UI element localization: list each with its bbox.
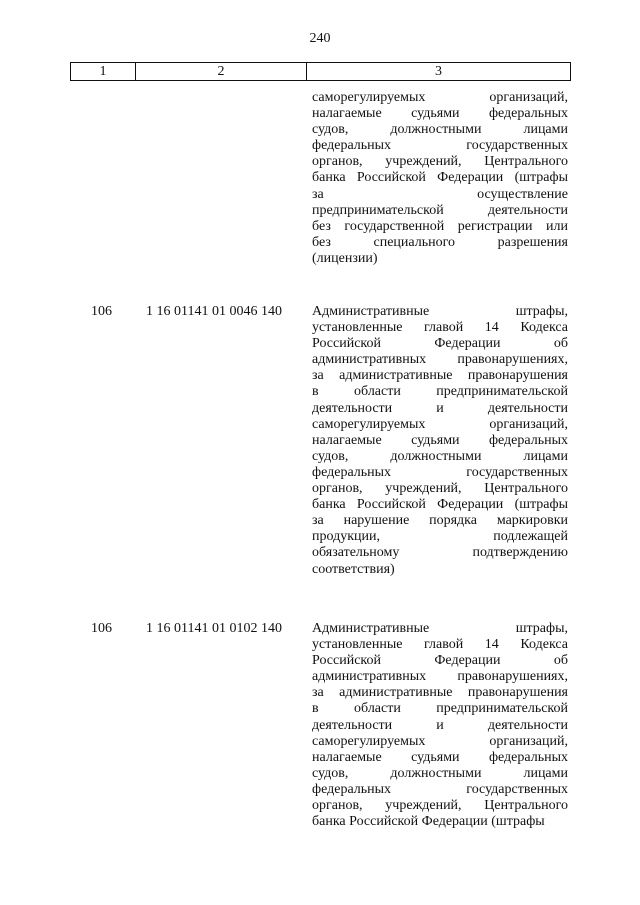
text-line: банка Российской Федерации (штрафы: [312, 170, 568, 186]
text-line: судов, должностными лицами: [312, 448, 568, 464]
text-line: судов, должностными лицами: [312, 765, 568, 781]
text-line: без государственной регистрации или: [312, 218, 568, 234]
entry-admin-code: 106: [91, 304, 112, 319]
text-line: деятельности и деятельности: [312, 400, 568, 416]
text-line: федеральных государственных: [312, 138, 568, 154]
text-line: органов, учреждений, Центрального: [312, 481, 568, 497]
text-line: банка Российской Федерации (штрафы: [312, 497, 568, 513]
text-line: установленные главой 14 Кодекса: [312, 637, 568, 653]
text-line: административных правонарушениях,: [312, 669, 568, 685]
text-line: Административные штрафы,: [312, 304, 568, 319]
page-number: 240: [309, 31, 331, 46]
entry-kbk-code: 1 16 01141 01 0046 140: [146, 304, 282, 319]
text-line: продукции, подлежащей: [312, 529, 568, 545]
text-line: за осуществление: [312, 186, 568, 202]
entry-kbk-code: 1 16 01141 01 0102 140: [146, 621, 282, 636]
continuation-text: [312, 90, 568, 267]
text-line: органов, учреждений, Центрального: [312, 798, 568, 814]
text-line: в области предпринимательской: [312, 701, 568, 717]
text-line: соответствия): [312, 561, 395, 577]
text-line: налагаемые судьями федеральных: [312, 106, 568, 122]
text-line: административных правонарушениях,: [312, 352, 568, 368]
text-line: федеральных государственных: [312, 781, 568, 797]
column-header-3: 3: [307, 63, 571, 81]
entry-admin-code: 106: [91, 621, 112, 636]
text-line: за административные правонарушения: [312, 368, 568, 384]
text-line: за административные правонарушения: [312, 685, 568, 701]
text-line: саморегулируемых организаций,: [312, 733, 568, 749]
text-line: Российской Федерации об: [312, 336, 568, 352]
text-line: (лицензии): [312, 250, 378, 266]
column-header-table: [70, 62, 571, 81]
entry-description: [312, 304, 568, 578]
entry-description: [312, 621, 568, 830]
text-line: саморегулируемых организаций,: [312, 416, 568, 432]
text-line: без специального разрешения: [312, 234, 568, 250]
column-header-1: 1: [71, 63, 136, 81]
text-line: в области предпринимательской: [312, 384, 568, 400]
text-line: саморегулируемых организаций,: [312, 90, 568, 105]
text-line: Административные штрафы,: [312, 621, 568, 636]
text-line: федеральных государственных: [312, 464, 568, 480]
text-line: предпринимательской деятельности: [312, 202, 568, 218]
text-line: за нарушение порядка маркировки: [312, 513, 568, 529]
text-line: налагаемые судьями федеральных: [312, 432, 568, 448]
text-line: обязательному подтверждению: [312, 545, 568, 561]
text-line: налагаемые судьями федеральных: [312, 749, 568, 765]
text-line: деятельности и деятельности: [312, 717, 568, 733]
text-line: Российской Федерации об: [312, 653, 568, 669]
text-line: установленные главой 14 Кодекса: [312, 320, 568, 336]
text-line: органов, учреждений, Центрального: [312, 154, 568, 170]
column-header-row: [71, 63, 571, 81]
text-line: банка Российской Федерации (штрафы: [312, 814, 545, 830]
column-header-2: 2: [136, 63, 307, 81]
text-line: судов, должностными лицами: [312, 122, 568, 138]
